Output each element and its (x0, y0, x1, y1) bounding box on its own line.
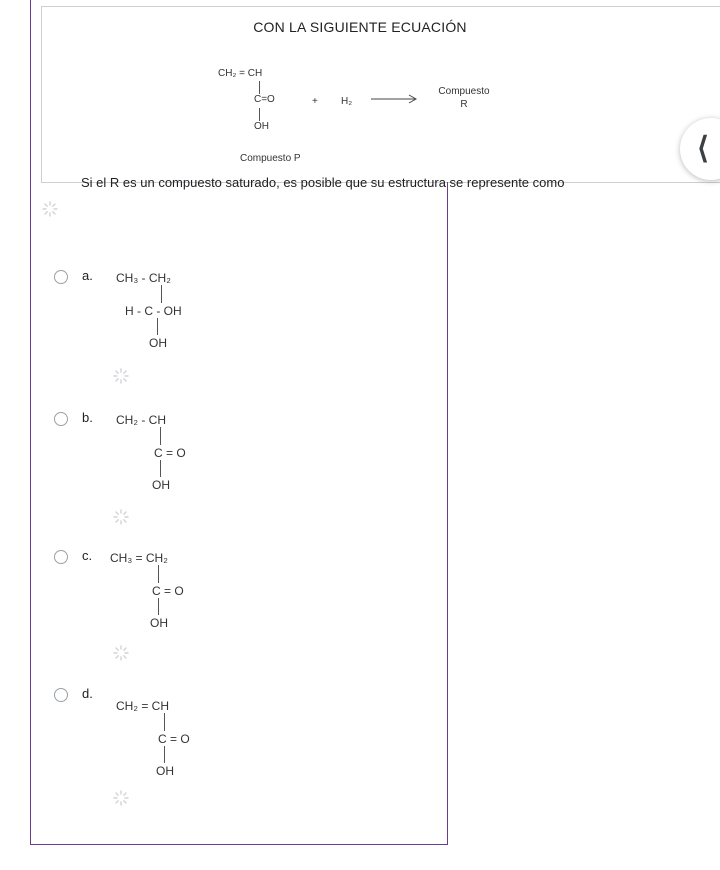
bond-line (158, 565, 159, 583)
structure-line-3: OH (152, 478, 170, 492)
question-text: Si el R es un compuesto saturado, es posible que su estructura se represente como (81, 175, 565, 190)
structure-line-3: OH (149, 336, 167, 350)
equation-line-3: OH (254, 121, 269, 132)
bond-line (160, 427, 161, 445)
bond-line (157, 318, 158, 335)
bond-line (164, 746, 165, 763)
structure-line-2: H - C - OH (125, 304, 182, 318)
loading-spinner-icon (41, 200, 59, 218)
right-arrow-icon (371, 93, 419, 105)
loading-spinner-icon (112, 367, 130, 385)
product-line-1: Compuesto (438, 86, 490, 97)
loading-spinner-icon (112, 508, 130, 526)
bottom-border-rule (30, 844, 448, 845)
loading-spinner-icon (112, 789, 130, 807)
left-border-rule (30, 0, 31, 845)
page-title: CON LA SIGUIENTE ECUACIÓN (253, 19, 467, 35)
content-box-vertical-divider (447, 182, 448, 844)
radio-button-c[interactable] (54, 550, 68, 564)
product-label (431, 86, 497, 111)
plus-sign: + (312, 96, 318, 107)
structure-line-2: C = O (158, 732, 190, 746)
option-letter-b: b. (82, 410, 93, 425)
structure-line-2: C = O (152, 584, 184, 598)
structure-line-1: CH₃ - CH₂ (116, 271, 171, 285)
bond-line (158, 598, 159, 615)
content-box-top-border (41, 6, 720, 7)
structure-line-1: CH₂ - CH (116, 413, 166, 427)
structure-line-3: OH (150, 616, 168, 630)
product-line-2: R (460, 98, 468, 110)
equation-line-1: CH₂ = CH (218, 68, 263, 79)
structure-line-1: CH₂ = CH (116, 699, 169, 713)
bond-line-1 (259, 81, 260, 94)
chevron-left-icon: ⟨ (697, 132, 709, 165)
radio-button-a[interactable] (54, 270, 68, 284)
bond-line (164, 713, 165, 731)
equation-line-2: C=O (254, 94, 275, 105)
structure-line-3: OH (156, 764, 174, 778)
reagent-label: H₂ (341, 96, 353, 107)
radio-button-d[interactable] (54, 688, 68, 702)
option-letter-c: c. (82, 548, 93, 563)
bond-line-2 (259, 108, 260, 121)
structure-line-2: C = O (154, 446, 186, 460)
radio-button-b[interactable] (54, 412, 68, 426)
bond-line (161, 285, 162, 303)
option-letter-a: a. (82, 268, 93, 283)
loading-spinner-icon (112, 644, 130, 662)
bond-line (160, 460, 161, 477)
equation-caption: Compuesto P (240, 153, 301, 164)
structure-line-1: CH₃ = CH₂ (110, 551, 168, 565)
option-letter-d: d. (82, 686, 93, 701)
back-button[interactable] (680, 118, 720, 180)
